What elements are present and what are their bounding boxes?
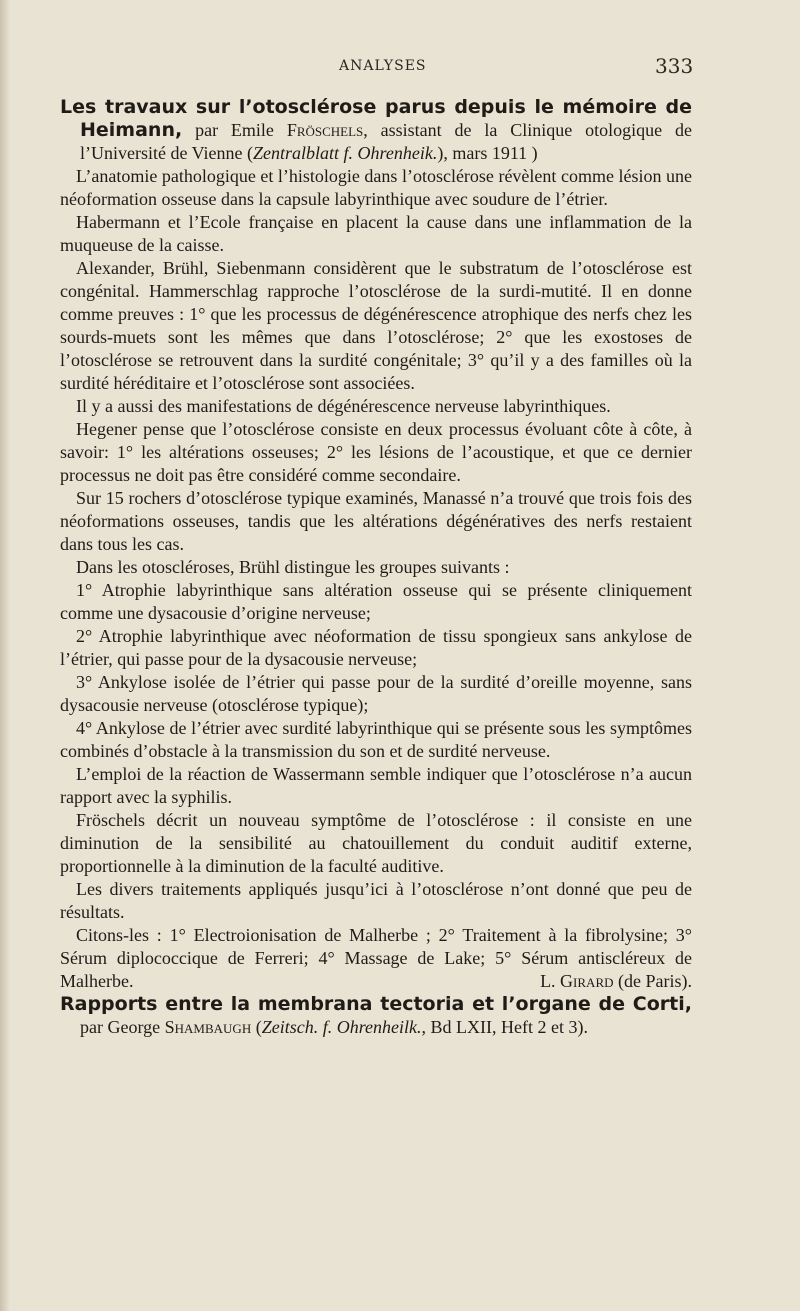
page-number: 333 bbox=[655, 54, 694, 78]
article-1-author: Fröschels bbox=[286, 120, 364, 140]
signature-place: (de Paris). bbox=[618, 971, 692, 991]
paragraph: Sur 15 rochers d’otosclérose typique examinés, Manassé n’a trouvé que trois fois des néoformations osseuses, tandis que les altérations dégénératives des nerfs restaient dans tous les cas. bbox=[60, 488, 692, 554]
article-1-by: par Emile bbox=[195, 120, 274, 140]
article-1-affiliation: , assistant de la Clinique otologique de l’Université de Vienne ( bbox=[80, 120, 692, 163]
page-header bbox=[0, 54, 800, 78]
article-2-title: Rapports entre la membrana tectoria et l’organe de Corti, bbox=[60, 993, 692, 1015]
running-title: ANALYSES bbox=[339, 58, 427, 74]
paragraph: Les divers traitements appliqués jusqu’ici à l’otosclérose n’ont donné que peu de résultats. bbox=[60, 879, 692, 922]
article-1-date: ), mars 1911 ) bbox=[437, 143, 538, 163]
paragraph: L’anatomie pathologique et l’histologie dans l’otosclérose révèlent comme lésion une néoformation osseuse dans la capsule labyrinthique avec soudure de l’étrier. bbox=[60, 166, 692, 209]
signature bbox=[524, 970, 692, 993]
paragraph: Citons-les : 1° Electroionisation de Malherbe ; 2° Traitement à la fibrolysine; 3° Sérum diplococcique de Ferreri; 4° Massage de Lake; 5° Sérum antiscléreux de Malherbe. bbox=[60, 925, 692, 991]
paragraph: Alexander, Brühl, Siebenmann considèrent que le substratum de l’otosclérose est congénital. Hammerschlag rapproche l’otosclérose de la surdi-mutité. Il en donne comme preuves : 1° que les processus de dégénérescence atrophique des nerfs chez les sourds-muets sont les mêmes que dans l’otosclérose; 2° que les exostoses de l’otosclérose se retrouvent dans la surdité congénitale; 3° qu’il y a des familles où la surdité héréditaire et l’otosclérose sont associées. bbox=[60, 258, 692, 393]
list-item: 2° Atrophie labyrinthique avec néoformation de tissu spongieux sans ankylose de l’étrier, qui passe pour de la dysacousie nerveuse; bbox=[60, 626, 692, 669]
list-item: 4° Ankylose de l’étrier avec surdité labyrinthique qui se présente sous les symptômes combinés d’obstacle à la transmission du son et de surdité nerveuse. bbox=[60, 718, 692, 761]
paragraph: Hegener pense que l’otosclérose consiste en deux processus évoluant côte à côte, à savoir: 1° les altérations osseuses; 2° les lésions de l’acoustique, et que ce dernier processus ne doit pas être considéré comme secondaire. bbox=[60, 419, 692, 485]
signature-name: L. Girard bbox=[540, 971, 614, 991]
paragraph: L’emploi de la réaction de Wassermann semble indiquer que l’otosclérose n’a aucun rapport avec la syphilis. bbox=[60, 764, 692, 807]
paragraph: Dans les otoscléroses, Brühl distingue les groupes suivants : bbox=[76, 557, 510, 577]
article-2-by: par George bbox=[80, 1017, 161, 1037]
page-edge-shadow bbox=[0, 0, 10, 1311]
article-2-heading-block: Rapports entre la membrana tectoria et l’organe de Corti, par George Shambaugh (Zeitsch. f. Ohrenheilk., Bd LXII, Heft 2 et 3). bbox=[60, 993, 692, 1037]
article-1-heading-block bbox=[60, 96, 692, 165]
list-item: 1° Atrophie labyrinthique sans altération osseuse qui se présente cliniquement comme une dysacousie d’origine nerveuse; bbox=[60, 580, 692, 623]
paragraph-with-signature bbox=[60, 924, 692, 993]
paragraph: Habermann et l’Ecole française en placent la cause dans une inflammation de la muqueuse de la caisse. bbox=[60, 212, 692, 255]
article-2-journal: Zeitsch. f. Ohrenheilk. bbox=[261, 1017, 422, 1037]
paragraph: Il y a aussi des manifestations de dégénérescence nerveuse labyrinthiques. bbox=[76, 396, 611, 416]
article-2-ref: , Bd LXII, Heft 2 et 3). bbox=[421, 1017, 588, 1037]
article-2-author: Shambaugh bbox=[164, 1017, 252, 1037]
article-1-journal: Zentralblatt f. Ohrenheik. bbox=[253, 143, 438, 163]
page-body bbox=[60, 96, 692, 1039]
article-1-title: Les travaux sur l’otosclérose parus depuis le mémoire de Heimann, bbox=[60, 96, 692, 141]
paragraph: Fröschels décrit un nouveau symptôme de l’otosclérose : il consiste en une diminution de la sensibilité au chatouillement du conduit auditif externe, proportionnelle à la diminution de la faculté auditive. bbox=[60, 810, 692, 876]
list-item: 3° Ankylose isolée de l’étrier qui passe pour de la surdité d’oreille moyenne, sans dysacousie nerveuse (otosclérose typique); bbox=[60, 672, 692, 715]
